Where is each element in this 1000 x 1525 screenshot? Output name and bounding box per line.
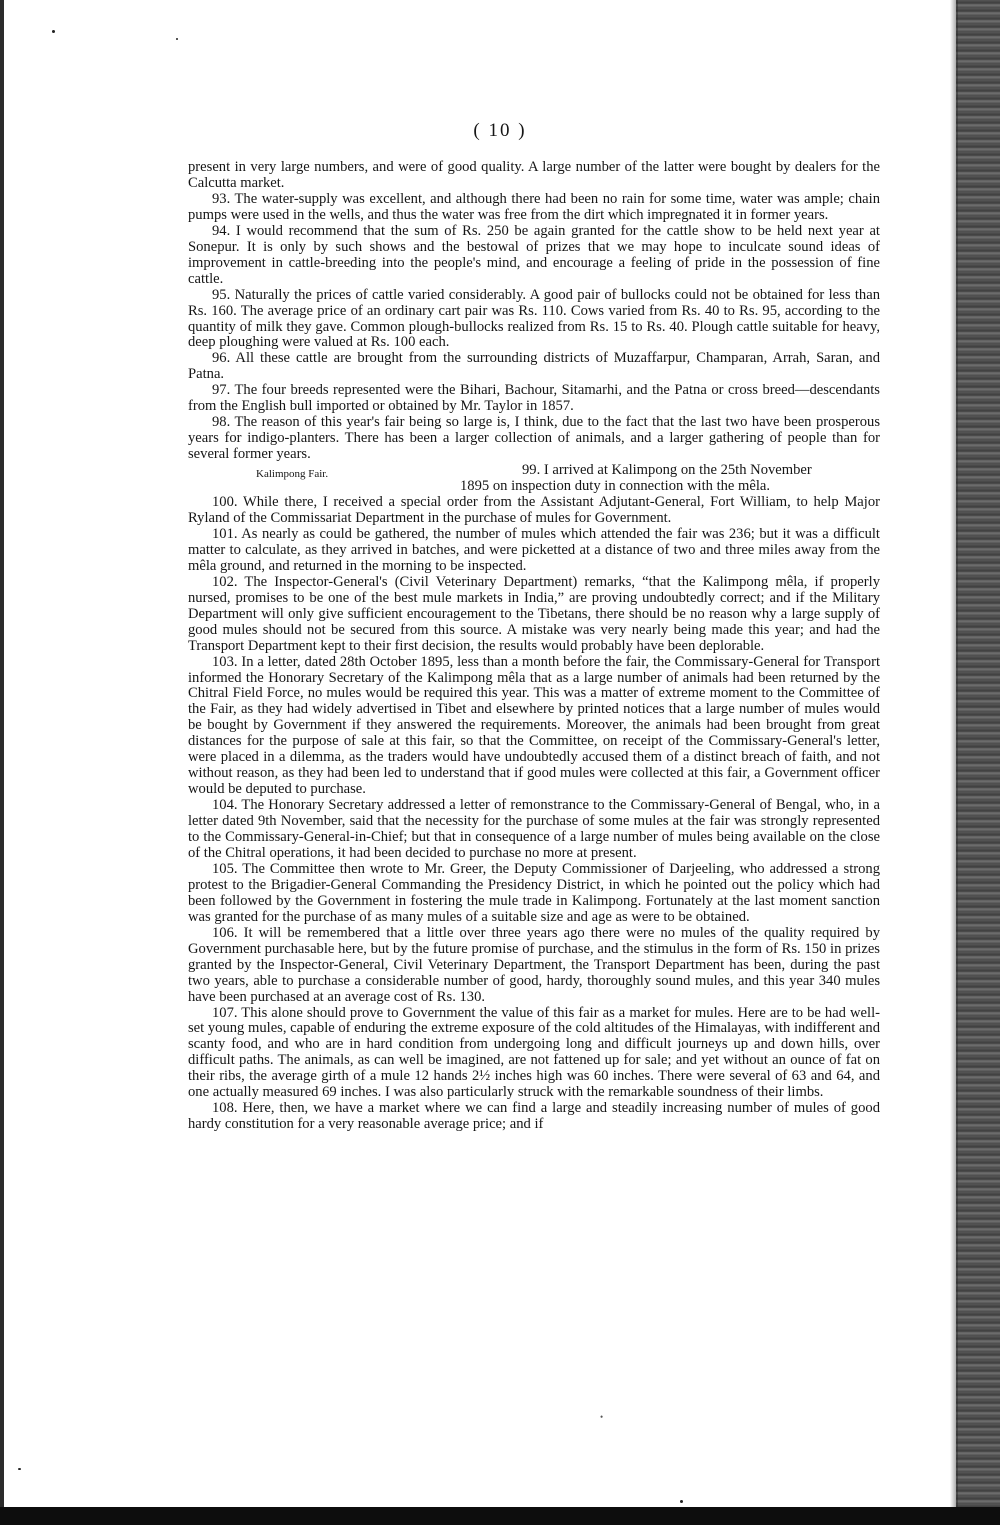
paragraph-continued: present in very large numbers, and were of good quality. A large number of the latter were bought by dealers for the Calcutta market. bbox=[188, 159, 880, 191]
paragraph-97: 97. The four breeds represented were the Bihari, Bachour, Sitamarhi, and the Patna or cross breed—descendants from the English bull imported or obtained by Mr. Taylor in 1857. bbox=[188, 382, 880, 415]
paragraph-95: 95. Naturally the prices of cattle varied considerably. A good pair of bullocks could not be obtained for less than Rs. 160. The average price of an ordinary cart pair was Rs. 110. Cows varied from Rs. 40 to Rs. 95, according to the quantity of milk they gave. Common plough-bullocks realized from Rs. 15 to Rs. 40. Plough cattle suitable for heavy, deep ploughing were valued at Rs. 100 each. bbox=[188, 286, 880, 351]
paragraph-103: 103. In a letter, dated 28th October 1895, less than a month before the fair, the Commissary-General for Transport informed the Honorary Secretary of the Kalimpong mêla that as a large number of animals had been returned by the Chitral Field Force, no mules would be required this year. This was a matter of extreme moment to the Committee of the Fair, as they had widely advertised in Tibet and elsewhere by printed notices that a large number of mules would be bought by Government if they answered the requirements. Moreover, the animals had been brought from great distances for the purpose of sale at this fair, so that the Committee, on receipt of the Commissary-General's letter, were placed in a dilemma, as the traders would have undoubtedly accused them of a distinct breach of faith, and not without reason, as they had been led to understand that if good mules were collected at this fair, a Government officer would be deputed to purchase. bbox=[188, 653, 880, 798]
paragraph-100: 100. While there, I received a special order from the Assistant Adjutant-General, Fort William, to help Major Ryland of the Commissariat Department in the purchase of mules for Government. bbox=[188, 494, 880, 526]
scan-speck bbox=[18, 1468, 21, 1470]
paragraph-99 bbox=[460, 463, 880, 479]
paragraph-99-line-2: 1895 on inspection duty in connection with the mêla. bbox=[460, 478, 771, 495]
scan-border-right bbox=[956, 0, 1000, 1525]
paragraph-101: 101. As nearly as could be gathered, the number of mules which attended the fair was 236; but it was a difficult matter to calculate, as they arrived in batches, and were picketted at a distance of two and three miles away from the mêla ground, and returned in the morning to be inspected. bbox=[188, 525, 880, 574]
scan-border-left bbox=[0, 0, 4, 1525]
scan-speck bbox=[680, 1500, 683, 1503]
paragraph-108: 108. Here, then, we have a market where we can find a large and steadily increasing number of mules of good hardy constitution for a very reasonable average price; and if bbox=[188, 1100, 880, 1133]
print-mark: • bbox=[600, 1412, 604, 1422]
page-number: ( 10 ) bbox=[473, 120, 527, 141]
page-body bbox=[188, 160, 880, 1133]
paragraph-98: 98. The reason of this year's fair being so large is, I think, due to the fact that the last two have been prosperous years for indigo-planters. There has been a larger collection of animals, and a larger gathering of people than for several former years. bbox=[188, 414, 880, 463]
paragraph-96: 96. All these cattle are brought from the surrounding districts of Muzaffarpur, Champaran, Arrah, Saran, and Patna. bbox=[188, 350, 880, 383]
paragraph-99-block bbox=[188, 463, 880, 495]
margin-note-kalimpong-fair: Kalimpong Fair. bbox=[256, 468, 329, 481]
paragraph-104: 104. The Honorary Secretary addressed a letter of remonstrance to the Commissary-General of Bengal, who, in a letter dated 9th November, said that the necessity for the purchase of some mules at the fair was strongly represented to the Commissary-General-in-Chief; but that in consequence of a large number of mules being available on the close of the Chitral operations, it had been decided to purchase no more at present. bbox=[188, 797, 880, 861]
paragraph-106: 106. It will be remembered that a little over three years ago there were no mules of the quality required by Government purchasable here, but by the future promise of purchase, and the stimulus in the form of Rs. 150 in prizes granted by the Inspector-General, Civil Veterinary Department, the Transport Department has been, during the past two years, able to purchase a considerable number of good, hardy, thoroughly sound mules, and this year 340 mules have been purchased at an average cost of Rs. 130. bbox=[188, 924, 880, 1005]
paragraph-94: 94. I would recommend that the sum of Rs. 250 be again granted for the cattle show to be held next year at Sonepur. It is only by such shows and the bestowal of prizes that we may hope to inculcate sound ideas of improvement in cattle-breeding into the people's mind, and encourage a feeling of pride in the possession of fine cattle. bbox=[188, 222, 880, 287]
paragraph-99-line-1: 99. I arrived at Kalimpong on the 25th November bbox=[522, 462, 812, 479]
paragraph-105: 105. The Committee then wrote to Mr. Greer, the Deputy Commissioner of Darjeeling, who addressed a strong protest to the Brigadier-General Commanding the Presidency District, in which he pointed out the policy which had been followed by the Government in fostering the mule trade in Kalimpong. Fortunately at the last moment sanction was granted for the purchase of as many mules of a suitable size and age as were to be obtained. bbox=[188, 860, 880, 925]
scan-speck bbox=[52, 30, 55, 33]
scan-border-bottom bbox=[0, 1507, 1000, 1525]
paragraph-93: 93. The water-supply was excellent, and although there had been no rain for some time, water was ample; chain pumps were used in the wells, and thus the water was free from the dirt which impregnated it in former years. bbox=[188, 190, 880, 223]
scan-speck bbox=[176, 38, 178, 40]
paragraph-107: 107. This alone should prove to Government the value of this fair as a market for mules. Here are to be had well-set young mules, capable of enduring the extreme exposure of the cold altitudes of the Himalayas, with indifferent and scanty food, and who are in hard condition from undergoing long and difficult journeys up and down hills, over difficult paths. The animals, as can well be imagined, are not fattened up for sale; and yet without an ounce of fat on their ribs, the average girth of a mule 12 hands 2½ inches high was 60 inches. There were several of 63 and 64, and one actually measured 69 inches. I was also particularly struck with the remarkable soundness of their limbs. bbox=[188, 1004, 880, 1101]
paragraph-102: 102. The Inspector-General's (Civil Veterinary Department) remarks, “that the Kalimpong mêla, if properly nursed, promises to be one of the best mule markets in India,” are proving undoubtedly correct; and if the Military Department will only give sufficient encouragement to the Tibetans, there should be no reason why a large supply of good mules should not be secured from this source. A mistake was very nearly being made this year; and had the Transport Department kept to their first decision, the results would probably have been deplorable. bbox=[188, 573, 880, 654]
